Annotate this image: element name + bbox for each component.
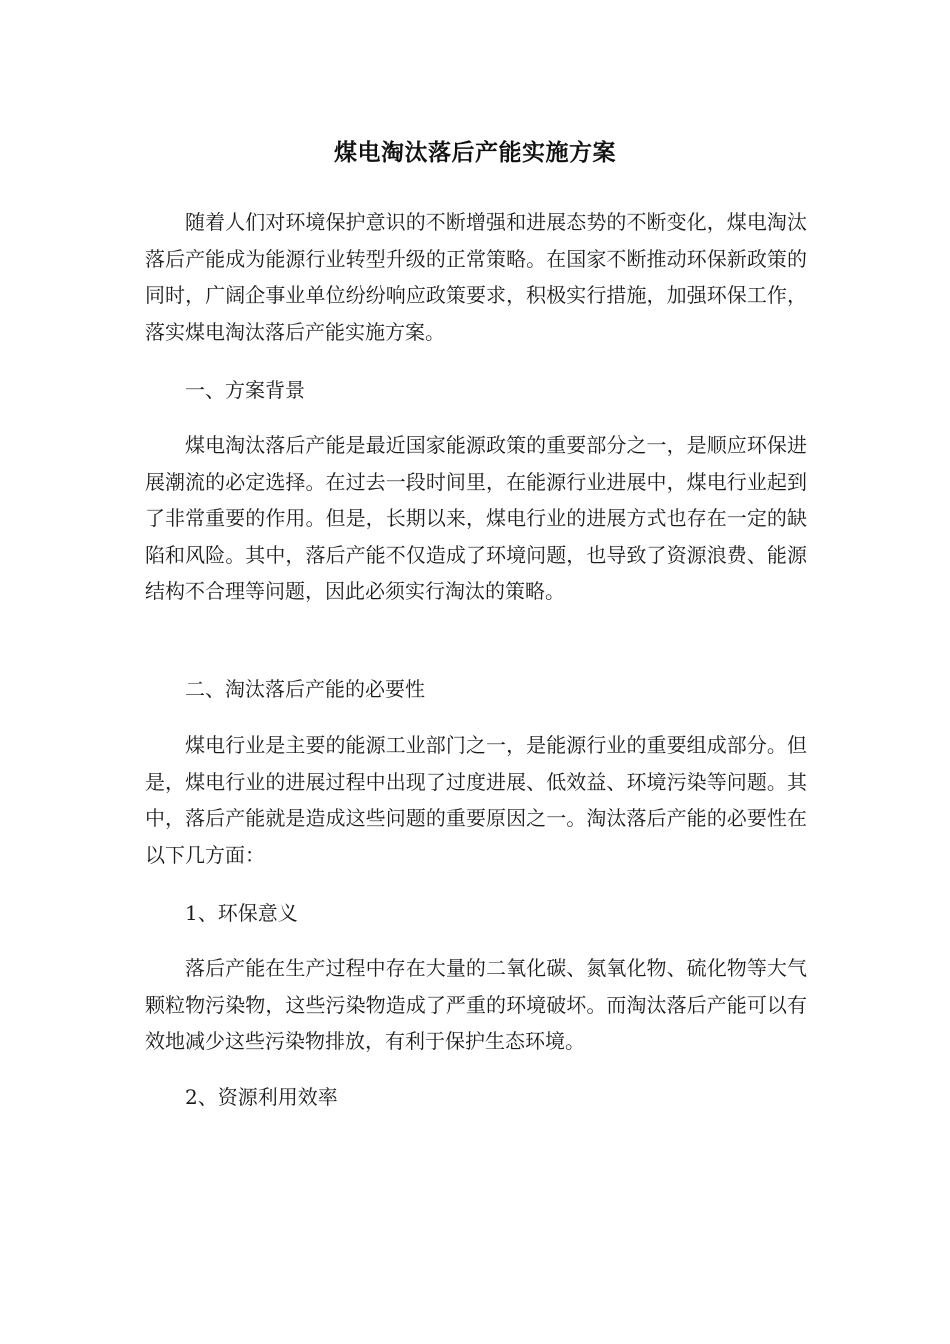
paragraph-necessity: 煤电行业是主要的能源工业部门之一，是能源行业的重要组成部分。但是，煤电行业的进展过程中出现了过度进展、低效益、环境污染等问题。其中，落后产能就是造成这些问题的重要原因之一。淘汰落后产能的必要性在以下几方面： xyxy=(145,733,807,867)
paragraph-intro: 随着人们对环境保护意识的不断增强和进展态势的不断变化，煤电淘汰落后产能成为能源行业转型升级的正常策略。在国家不断推动环保新政策的同时，广阔企事业单位纷纷响应政策要求，积极实行措施，加强环保工作，落实煤电淘汰落后产能实施方案。 xyxy=(145,210,807,344)
section-heading-necessity: 二、淘汰落后产能的必要性 xyxy=(185,677,425,701)
subheading-environmental-significance: 1、环保意义 xyxy=(185,901,298,925)
paragraph-environmental-significance: 落后产能在生产过程中存在大量的二氧化碳、氮氧化物、硫化物等大气颗粒物污染物，这些污染物造成了严重的环境破坏。而淘汰落后产能可以有效地减少这些污染物排放，有利于保护生态环境。 xyxy=(145,956,807,1054)
document-title: 煤电淘汰落后产能实施方案 xyxy=(334,140,616,166)
subheading-resource-efficiency: 2、资源利用效率 xyxy=(185,1085,338,1109)
paragraph-background: 煤电淘汰落后产能是最近国家能源政策的重要部分之一，是顺应环保进展潮流的必定选择。在过去一段时间里，在能源行业进展中，煤电行业起到了非常重要的作用。但是，长期以来，煤电行业的进展方式也存在一定的缺陷和风险。其中，落后产能不仅造成了环境问题，也导致了资源浪费、能源结构不合理等问题，因此必须实行淘汰的策略。 xyxy=(145,433,807,604)
section-heading-background: 一、方案背景 xyxy=(185,378,305,402)
